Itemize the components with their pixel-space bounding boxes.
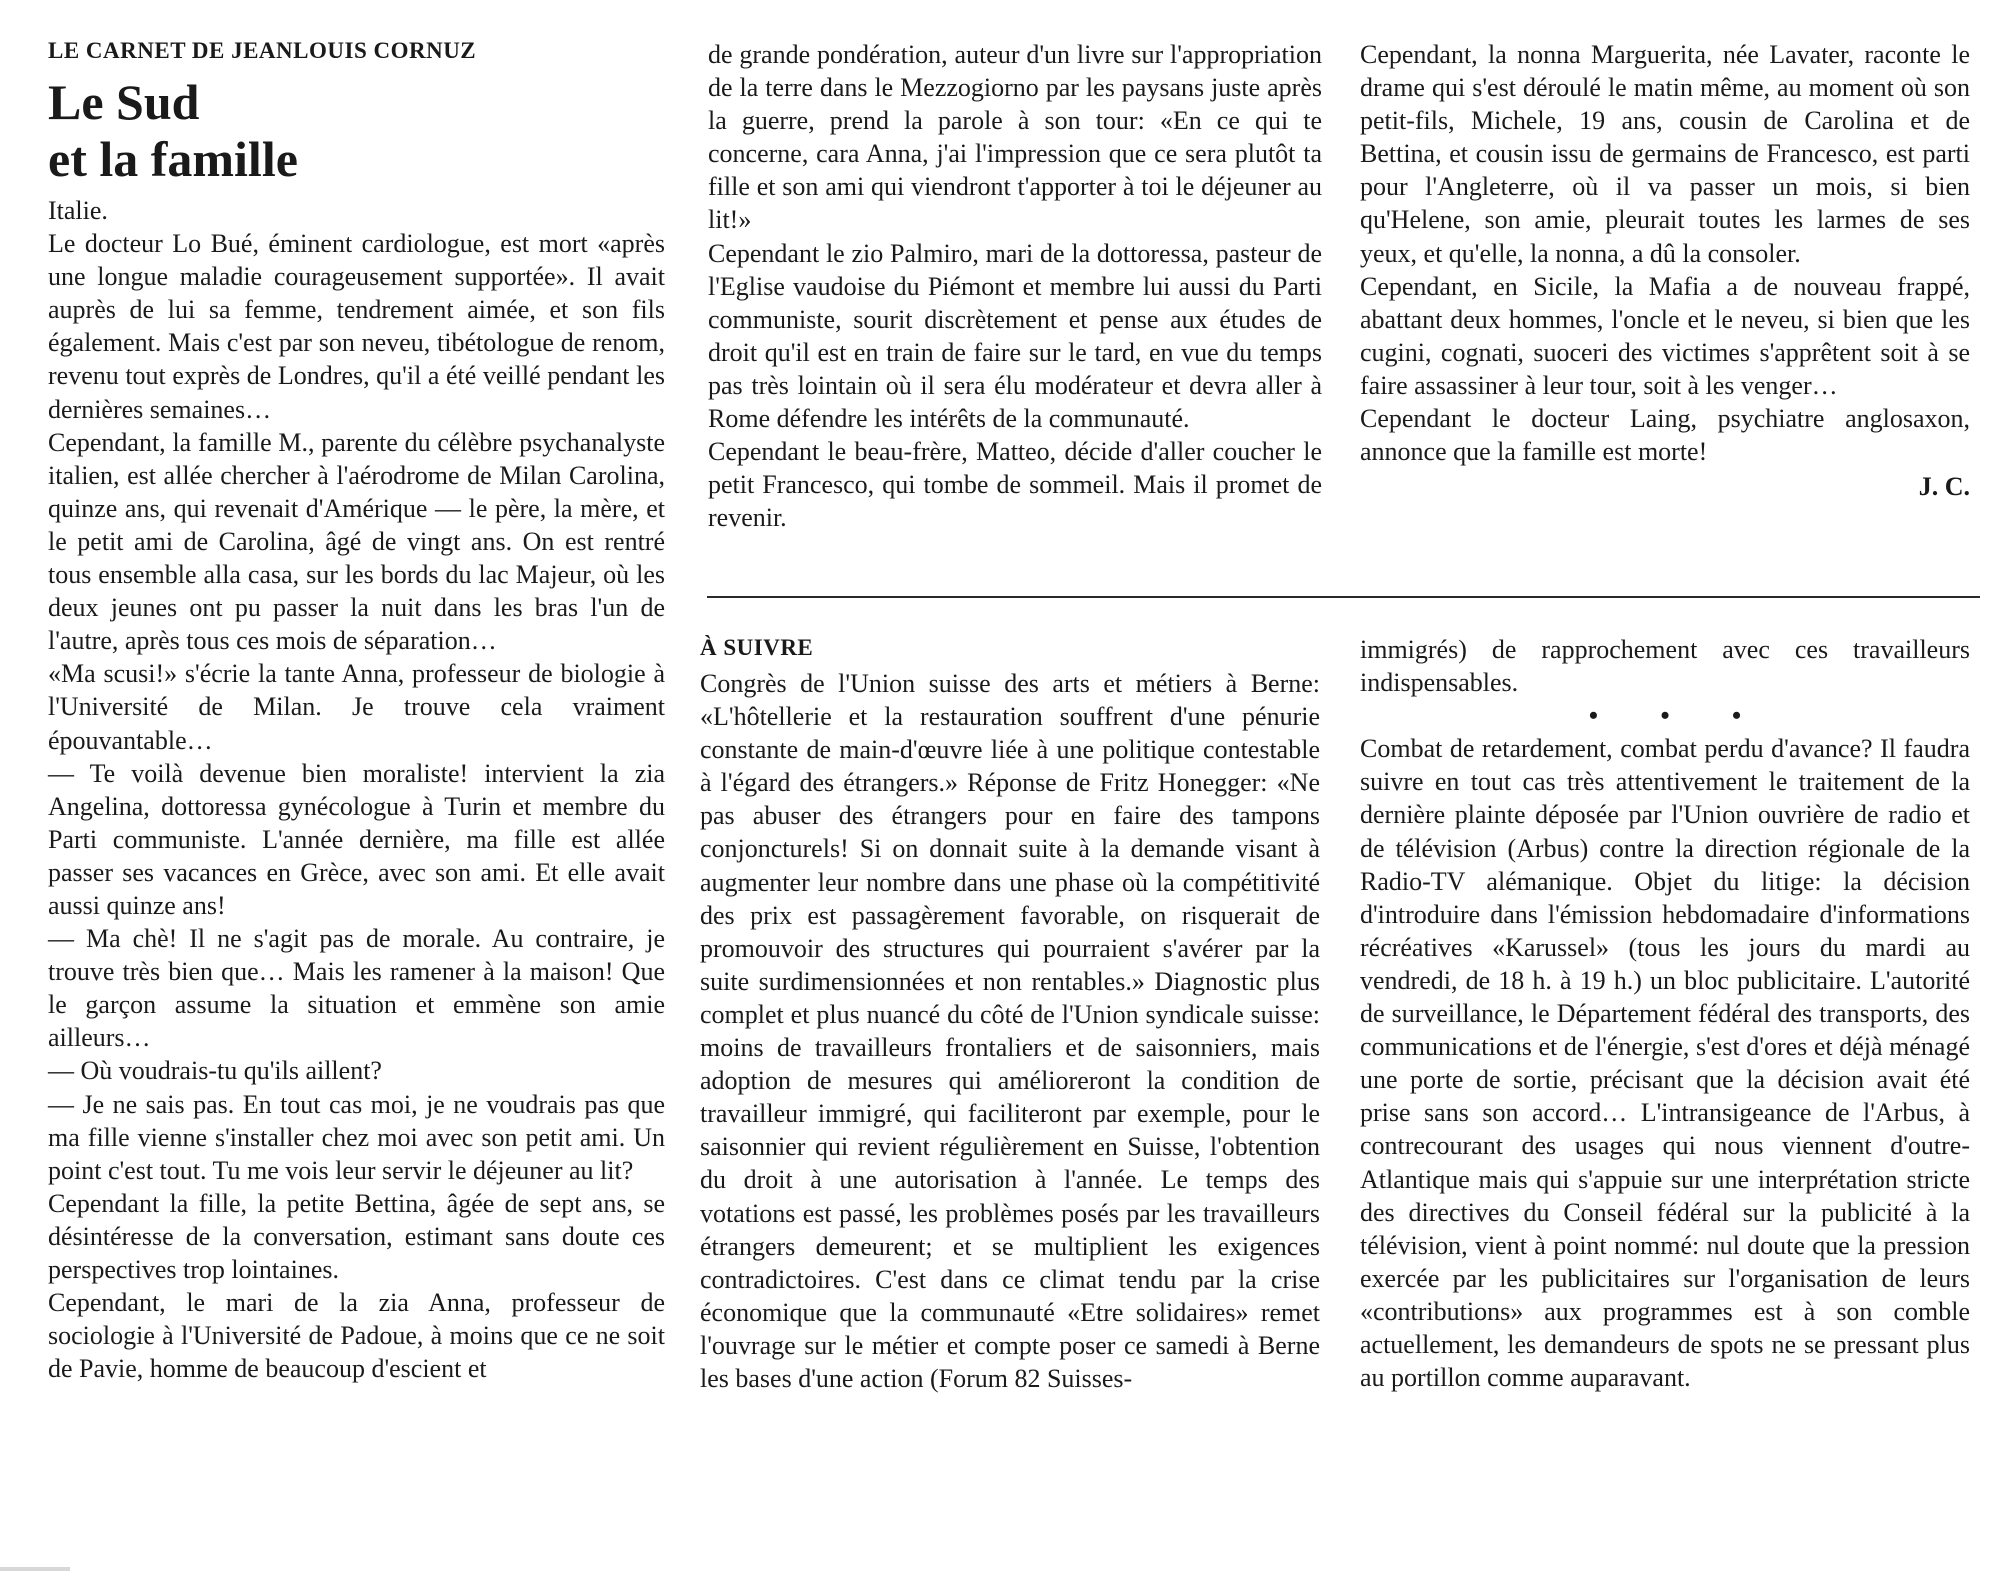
article-column-2 (708, 38, 1322, 534)
paragraph: Cependant, en Sicile, la Mafia a de nouveau frappé, abattant deux hommes, l'oncle et le neveu, si bien que les cugini, cognati, suoceri des victimes s'apprêtent soit à se faire assassiner à leur tour, soit à les venger… (1360, 271, 1970, 400)
paragraph: — Te voilà devenue bien moraliste! intervient la zia Angelina, dottoressa gynécologue à Turin et membre du Parti communiste. L'année dernière, ma fille est allée passer ses vacances en Grèce, avec son ami. Et elle avait aussi quinze ans! (48, 758, 665, 920)
paragraph: — Ma chè! Il ne s'agit pas de morale. Au contraire, je trouve très bien que… Mais les ramener à la maison! Que le garçon assume la situation et emmène son amie ailleurs… (48, 924, 665, 1053)
paragraph: «Ma scusi!» s'écrie la tante Anna, professeur de biologie à l'Université de Milan. Je trouve cela vraiment épouvantable… (48, 659, 665, 755)
paragraph: Cependant le docteur Laing, psychiatre anglosaxon, annonce que la famille est morte! (1360, 404, 1970, 467)
sidebar-column-a (700, 633, 1320, 1395)
paragraph: Cependant la fille, la petite Bettina, âgée de sept ans, se désintéresse de la conversation, estimant sans doute ces perspectives trop lointaines. (48, 1188, 665, 1284)
paragraph: Combat de retardement, combat perdu d'avance? Il faudra suivre en tout cas très attentivement le traitement de la dernière plainte déposée par l'Union ouvrière de radio et de télévision (Arbus) contre la direction régionale de la Radio-TV alémanique. Objet du litige: la décision d'introduire dans l'émission hebdomadaire d'informations récréatives «Karussel» (tous les jours du mardi au vendredi, de 18 h. à 19 h.) un bloc publicitaire. L'autorité de surveillance, le Département fédéral des transports, des communications et de l'énergie, s'est d'ores et déjà ménagé une porte de sortie, précisant que la décision avait été prise sans son accord… L'intransigeance de l'Arbus, à contrecourant des usages qui nous viennent d'outre-Atlantique mais qui s'appuie sur une interprétation stricte des directives du Conseil fédéral sur la publicité à la télévision, vient à point nommé: nul doute que la pression exercée par les publicitaires sur l'organisation de leurs «contributions» aux programmes est à son comble actuellement, les demandeurs de spots ne se pressant plus au portillon comme auparavant. (1360, 734, 1970, 1393)
paragraph: Cependant, le mari de la zia Anna, professeur de sociologie à l'Université de Padoue, à moins que ce ne soit de Pavie, homme de beaucoup d'escient et (48, 1288, 665, 1384)
article-column-3 (1360, 38, 1970, 503)
paragraph: Cependant, la nonna Marguerita, née Lavater, raconte le drame qui s'est déroulé le matin même, au moment où son petit-fils, Michele, 19 ans, cousin de Carolina et de Bettina, et cousin issu de germains de Francesco, est parti pour l'Angleterre, où il va passer un mois, si bien qu'Helene, son amie, pleurait toutes les larmes de ses yeux, et qu'elle, la nonna, a dû la consoler. (1360, 40, 1970, 268)
paragraph: Cependant, la famille M., parente du célèbre psychanalyste italien, est allée chercher à l'aérodrome de Milan Carolina, quinze ans, qui revenait d'Amérique — le père, la mère, et le petit ami de Carolina, âgé de vingt ans. On est rentré tous ensemble alla casa, sur les bords du lac Majeur, où les deux jeunes ont pu passer la nuit dans les bras l'un de l'autre, après tous ces mois de séparation… (48, 427, 665, 656)
paragraph: — Où voudrais-tu qu'ils aillent? (48, 1056, 382, 1086)
headline-line-1: Le Sud (48, 74, 200, 130)
sidebar-column-b (1360, 633, 1970, 1394)
author-signature: J. C. (1918, 472, 1970, 502)
section-separator: • • • (1588, 701, 1770, 731)
paragraph: immigrés) de rapprochement avec ces travailleurs indispensables. (1360, 635, 1970, 698)
paragraph: — Je ne sais pas. En tout cas moi, je ne voudrais pas que ma fille vienne s'installer chez moi avec son petit ami. Un point c'est tout. Tu me vois leur servir le déjeuner au lit? (48, 1089, 665, 1185)
column-kicker: LE CARNET DE JEANLOUIS CORNUZ (48, 38, 477, 63)
paragraph: de grande pondération, auteur d'un livre sur l'appropriation de la terre dans le Mezzogiorno par les paysans juste après la guerre, prend la parole à son tour: «En ce qui te concerne, cara Anna, j'ai l'impression que ce sera plutôt ta fille et son ami qui viendront t'apporter à toi le déjeuner au lit!» (708, 40, 1322, 235)
paragraph: Le docteur Lo Bué, éminent cardiologue, est mort «après une longue maladie courageusement supportée». Il avait auprès de lui sa femme, tendrement aimée, et son fils également. Mais c'est par son neveu, tibétologue de renom, revenu tout exprès de Londres, qu'il a été veillé pendant les dernières semaines… (48, 229, 665, 424)
scan-artifact (0, 1567, 70, 1571)
section-label: À SUIVRE (700, 635, 814, 660)
article-headline (48, 74, 665, 188)
headline-line-2: et la famille (48, 131, 298, 187)
paragraph: Congrès de l'Union suisse des arts et métiers à Berne: «L'hôtellerie et la restauration souffrent d'une pénurie constante de main-d'œuvre liée à une politique contestable à l'égard des étrangers.» Réponse de Fritz Honegger: «Ne pas abuser des étrangers pour en faire des tampons conjoncturels! Si on donnait suite à la demande visant à augmenter leur nombre dans une phase où la compétitivité des prix est passagèrement favorable, on risquerait de promouvoir des structures qui pourraient s'avérer par la suite surdimensionnées et non rentables.» Diagnostic plus complet et plus nuancé du côté de l'Union syndicale suisse: moins de travailleurs frontaliers et de saisonniers, mais adoption de mesures qui amélioreront la condition de travailleur immigré, qui faciliteront par exemple, pour le saisonnier qui revient régulièrement en Suisse, l'obtention du droit à une autorisation à l'année. Le temps des votations est passé, les problèmes posés par les travailleurs étrangers demeurent; et se multiplient les exigences contradictoires. C'est dans ce climat tendu par la crise économique que la communauté «Etre solidaires» remet l'ouvrage sur le métier et compte poser ce samedi à Berne les bases d'une action (Forum 82 Suisses- (700, 669, 1320, 1393)
paragraph: Italie. (48, 196, 108, 225)
article-column-1 (48, 36, 665, 1385)
section-divider (707, 596, 1980, 598)
paragraph: Cependant le beau-frère, Matteo, décide d'aller coucher le petit Francesco, qui tombe de sommeil. Mais il promet de revenir. (708, 437, 1322, 533)
paragraph: Cependant le zio Palmiro, mari de la dottoressa, pasteur de l'Eglise vaudoise du Piémont et membre lui aussi du Parti communiste, sourit discrètement et pense aux études de droit qu'il est en train de faire sur le tard, en vue du temps pas très lointain où il sera élu modérateur et devra aller à Rome défendre les intérêts de la communauté. (708, 238, 1322, 434)
